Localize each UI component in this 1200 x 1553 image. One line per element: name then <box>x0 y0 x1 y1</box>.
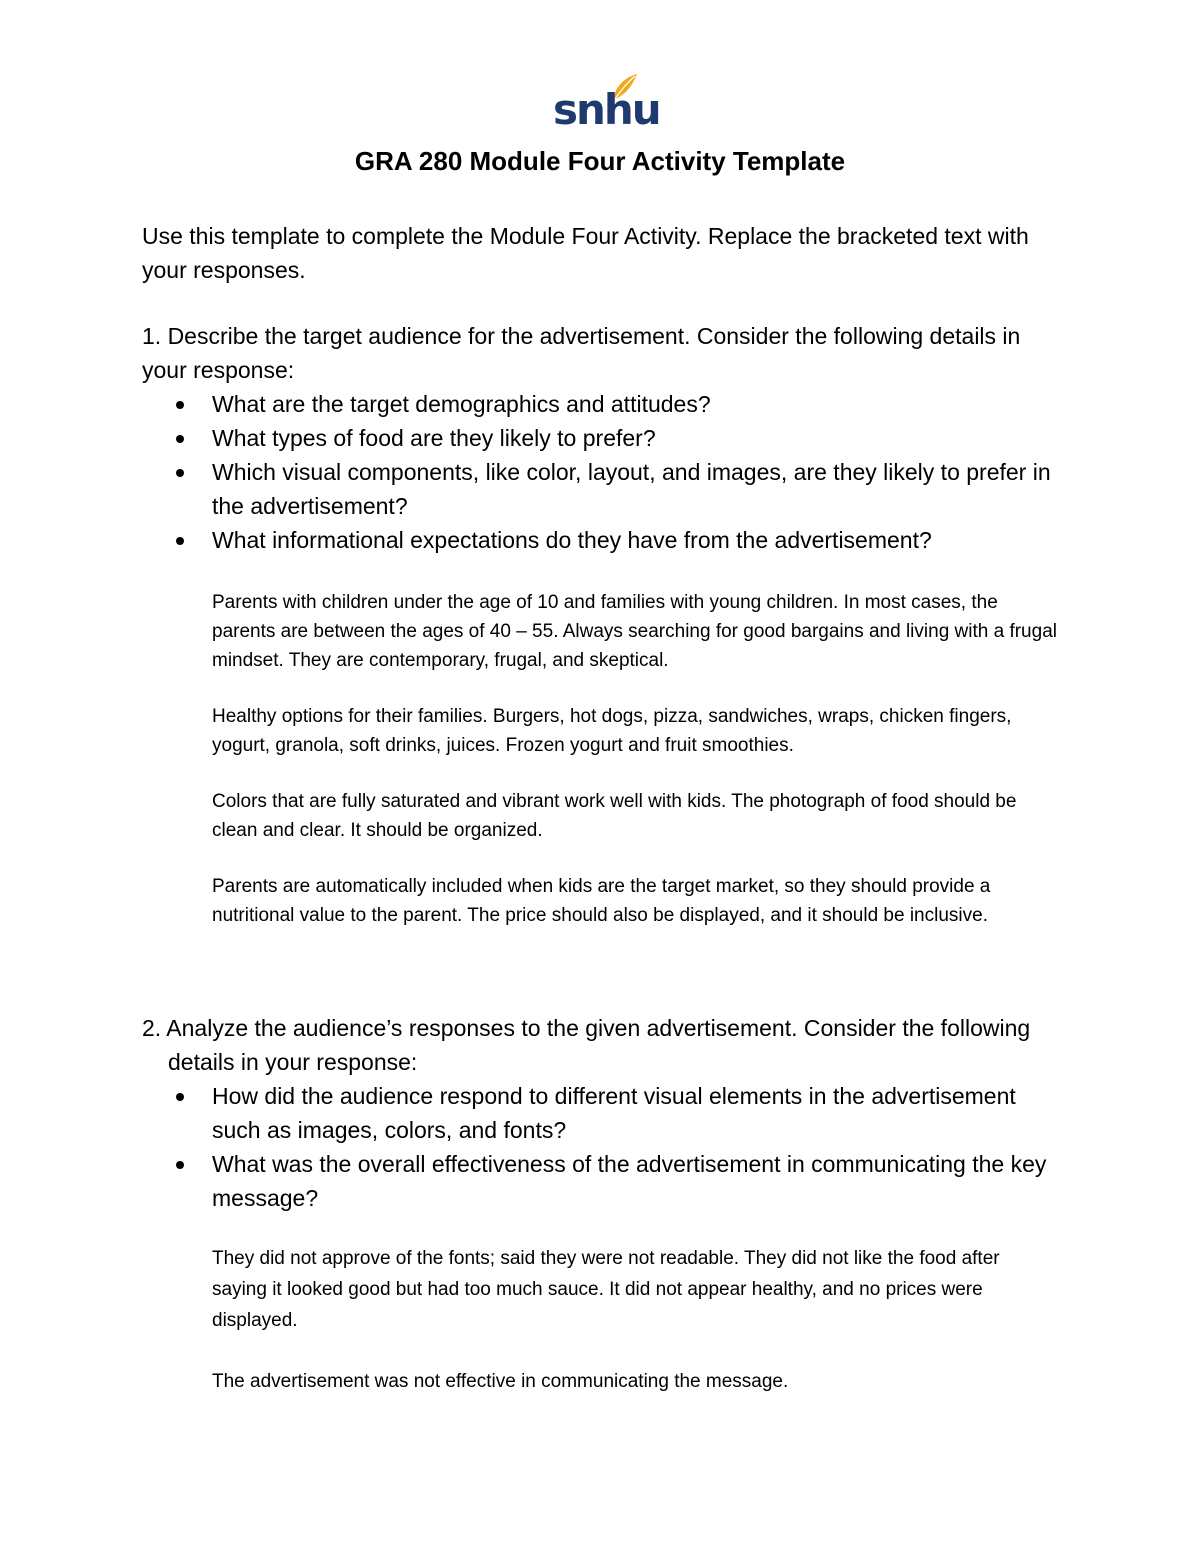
bullet-text: What informational expectations do they have from the advertisement? <box>212 527 932 553</box>
question-2-answers <box>212 1243 1057 1396</box>
bullet-icon <box>176 469 184 477</box>
answer-paragraph: They did not approve of the fonts; said they were not readable. They did not like the food after saying it looked good but had too much sauce. It did not appear healthy, and no prices were displayed. <box>212 1248 1000 1331</box>
bullet-icon <box>176 401 184 409</box>
answer-paragraph: Healthy options for their families. Burgers, hot dogs, pizza, sandwiches, wraps, chicken fingers, yogurt, granola, soft drinks, juices. Frozen yogurt and fruit smoothies. <box>212 706 1012 756</box>
bullet-item <box>142 387 1062 421</box>
bullet-text: How did the audience respond to different visual elements in the advertisement such as images, colors, and fonts? <box>212 1083 1016 1143</box>
bullet-item <box>142 523 1062 557</box>
bullet-text: What are the target demographics and attitudes? <box>212 391 711 417</box>
bullet-item <box>142 1147 1062 1215</box>
logo-text: snhu <box>553 85 660 134</box>
question-1 <box>142 319 1062 557</box>
page-title: GRA 280 Module Four Activity Template <box>354 146 846 176</box>
question-1-bullets <box>142 387 1062 557</box>
bullet-icon <box>176 1161 184 1169</box>
answer-paragraph: Colors that are fully saturated and vibrant work well with kids. The photograph of food should be clean and clear. It should be organized. <box>212 791 1017 841</box>
answer-paragraph: Parents with children under the age of 10 and families with young children. In most cases, the parents are between the ages of 40 – 55. Always searching for good bargains and living with a frugal mindset. They are contemporary, frugal, and skeptical. <box>212 592 1057 671</box>
bullet-icon <box>176 1093 184 1101</box>
answer-paragraph: The advertisement was not effective in communicating the message. <box>212 1371 789 1392</box>
bullet-icon <box>176 435 184 443</box>
question-2-prompt: 2. Analyze the audience’s responses to the given advertisement. Consider the following details in your response: <box>142 1015 1031 1075</box>
answer-paragraph: Parents are automatically included when kids are the target market, so they should provide a nutritional value to the parent. The price should also be displayed, and it should be inclusive. <box>212 876 991 926</box>
bullet-item <box>142 455 1062 523</box>
question-1-answers <box>212 588 1057 930</box>
intro-text: Use this template to complete the Module Four Activity. Replace the bracketed text with your responses. <box>142 223 1029 283</box>
bullet-item <box>142 421 1062 455</box>
question-2-bullets <box>142 1079 1062 1215</box>
bullet-text: What types of food are they likely to prefer? <box>212 425 656 451</box>
question-1-prompt: 1. Describe the target audience for the advertisement. Consider the following details in your response: <box>142 323 1021 383</box>
snhu-logo <box>553 72 660 134</box>
bullet-text: Which visual components, like color, layout, and images, are they likely to prefer in the advertisement? <box>212 459 1051 519</box>
question-2 <box>142 1011 1062 1215</box>
bullet-item <box>142 1079 1062 1147</box>
bullet-icon <box>176 537 184 545</box>
bullet-text: What was the overall effectiveness of the advertisement in communicating the key message? <box>212 1151 1047 1211</box>
